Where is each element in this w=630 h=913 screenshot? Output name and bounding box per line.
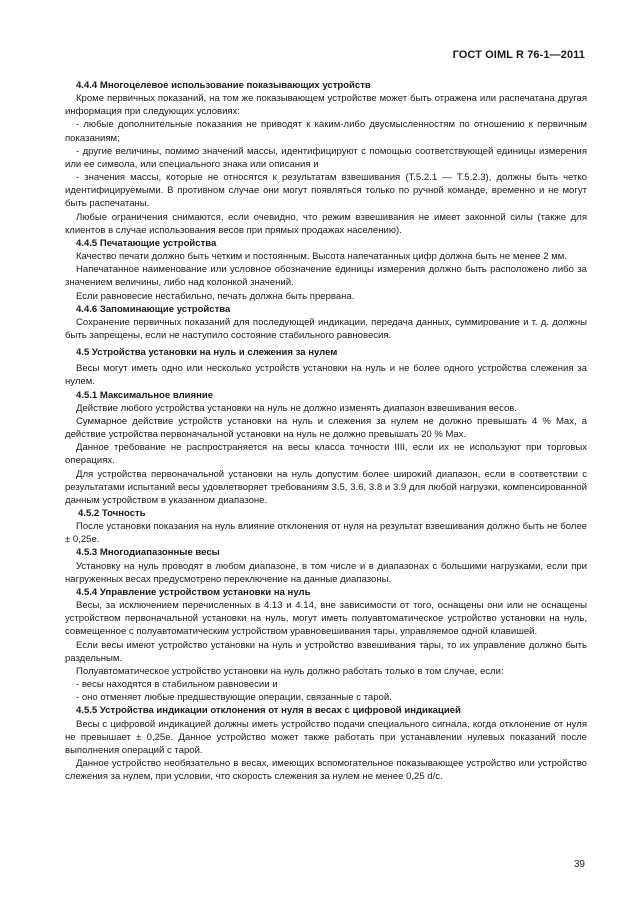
section-heading: 4.5.1 Максимальное влияние <box>76 389 214 401</box>
paragraph: - значения массы, которые не относятся к результатам взвешивания (Т.5.2.1 — Т.5.2.3), должны быть четко идентифицируемыми. В противном случае они могут появляться только по ручной команде, временно и не могут быть распечатаны. <box>65 172 587 210</box>
paragraph: Весы с цифровой индикацией должны иметь устройство подачи специального сигнала, когда отклонение от нуля не превышает ± 0,25e. Данное устройство может также работать при устанавлении нулевых показаний после выполнения операций с тарой. <box>65 718 587 756</box>
paragraph: Данное устройство необязательно в весах, имеющих вспомогательное показывающее устройство или устройство слежения за нулем, при условии, что скорость слежения за нулем не менее 0,25 d/c. <box>65 757 587 783</box>
paragraph: После установки показания на нуль влияние отклонения от нуля на результат взвешивания должно быть не более ± 0,25e. <box>65 521 587 546</box>
paragraph: Установку на нуль проводят в любом диапазоне, в том числе и в диапазонах с большими нагрузками, если при нагруженных весах предусмотрено переключение на данные диапазоны. <box>65 560 587 585</box>
paragraph: Если весы имеют устройство установки на нуль и устройство взвешивания тары, то их управление должно быть раздельным. <box>65 639 587 664</box>
paragraph: Суммарное действие устройств установки на нуль и слежения за нулем не должно превышать 4 % Max, а действие устройства первоначальной установки на нуль не должно превышать 20 % Max. <box>65 415 587 441</box>
page-number: 39 <box>573 859 585 870</box>
document-id-header: ГОСТ OIML R 76-1—2011 <box>452 49 585 61</box>
paragraph: Полуавтоматическое устройство установки на нуль должно работать только в том случае, если: <box>76 665 504 677</box>
section-heading: 4.5.3 Многодиапазонные весы <box>76 547 220 559</box>
paragraph: - оно отменяет любые предшествующие операции, связанные с тарой. <box>76 692 392 704</box>
paragraph: Весы могут иметь одно или несколько устройств установки на нуль и не более одного устройства слежения за нулем. <box>65 363 587 388</box>
page-body <box>65 79 587 783</box>
section-title: 4.5 Устройства установки на нуль и слежения за нулем <box>76 347 338 359</box>
paragraph: Сохранение первичных показаний для последующей индикации, передача данных, суммирование и т. д. должны быть запрещены, если не наступило состояние стабильного равновесия. <box>65 316 587 341</box>
section-heading: 4.5.2 Точность <box>78 508 146 519</box>
paragraph: Любые ограничения снимаются, если очевидно, что режим взвешивания не имеет законной силы (также для клиентов в случае использования весов при прямых продажах населению). <box>65 211 587 236</box>
paragraph: Кроме первичных показаний, на том же показывающем устройстве может быть отражена или распечатана другая информация при следующих условиях: <box>65 93 587 118</box>
section-heading: 4.4.5 Печатающие устройства <box>76 237 217 249</box>
section-heading: 4.5.4 Управление устройством установки на нуль <box>76 586 311 598</box>
paragraph: Если равновесие нестабильно, печать должна быть прервана. <box>76 290 355 302</box>
paragraph: - любые дополнительные показания не приводят к каким-либо двусмысленностям по отношению к первичным показаниям; <box>65 119 587 144</box>
paragraph: Данное требование не распространяется на весы класса точности IIII, если их не используют при торговых операциях. <box>65 442 587 467</box>
paragraph: Напечатанное наименование или условное обозначение единицы измерения должно быть расположено либо за значением величины, либо над колонкой значений. <box>65 264 587 289</box>
paragraph: - весы находятся в стабильном равновесии и <box>76 679 278 691</box>
section-heading: 4.4.6 Запоминающие устройства <box>76 303 231 315</box>
section-heading: 4.4.4 Многоцелевое использование показывающих устройств <box>76 80 371 91</box>
paragraph: Качество печати должно быть четким и постоянным. Высота напечатанных цифр должна быть не менее 2 мм. <box>76 251 567 263</box>
paragraph: Действие любого устройства установки на нуль не должно изменять диапазон взвешивания весов. <box>76 402 518 414</box>
section-heading: 4.5.5 Устройства индикации отклонения от нуля в весах с цифровой индикацией <box>76 705 461 717</box>
paragraph: Весы, за исключением перечисленных в 4.13 и 4.14, вне зависимости от того, оснащены они или не оснащены устройством первоначальной установки на нуль, могут иметь полуавтоматическое устройство установки на нуль, совмещенное с полуавтоматическим устройством уравновешивания тары, управляемое одной клавишей. <box>65 600 587 638</box>
paragraph: Для устройства первоначальной установки на нуль допустим более широкий диапазон, если в соответствии с результатами испытаний весы удовлетворяет требованиям 3.5, 3.6, 3.8 и 3.9 для любой нагрузки, компенсированной данным устройством в указанном диапазоне. <box>65 468 587 506</box>
paragraph: - другие величины, помимо значений массы, идентифицируют с помощью соответствующей единицы измерения или ее символа, или специального знака или описания и <box>65 145 587 170</box>
